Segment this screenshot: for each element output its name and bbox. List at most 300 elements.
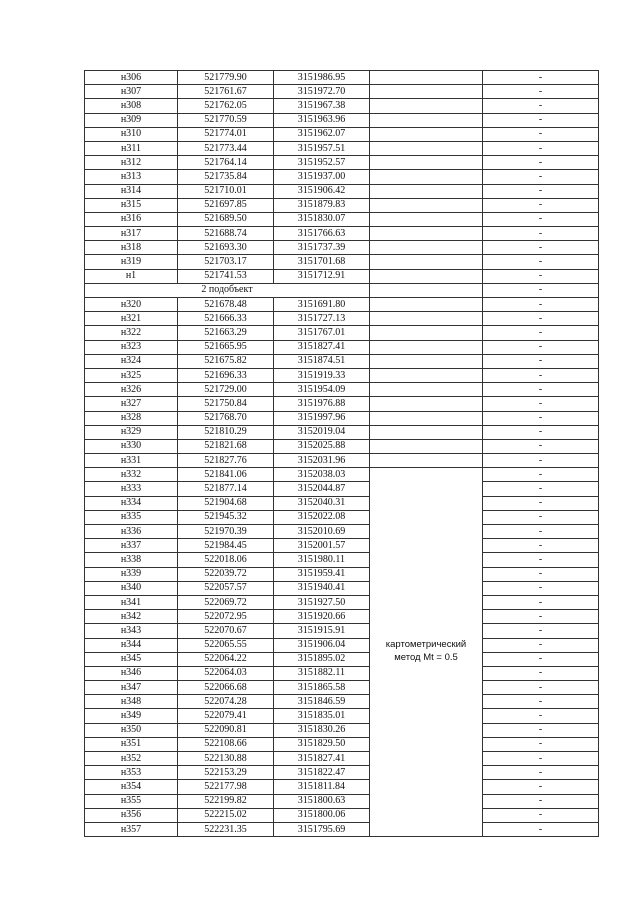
table-row bbox=[85, 496, 599, 510]
y-coordinate-cell: 3151879.83 bbox=[274, 198, 370, 212]
table-row bbox=[85, 184, 599, 198]
table-row bbox=[85, 766, 599, 780]
y-coordinate-cell: 3152025.88 bbox=[274, 439, 370, 453]
dash-cell: - bbox=[483, 709, 599, 723]
coordinates-table-body bbox=[85, 71, 599, 837]
y-coordinate-cell: 3151882.11 bbox=[274, 666, 370, 680]
table-row bbox=[85, 624, 599, 638]
method-empty-cell bbox=[370, 241, 483, 255]
point-name-cell: н332 bbox=[85, 468, 178, 482]
point-name-cell: н346 bbox=[85, 666, 178, 680]
point-name-cell: н331 bbox=[85, 454, 178, 468]
y-coordinate-cell: 3151691.80 bbox=[274, 298, 370, 312]
y-coordinate-cell: 3151827.41 bbox=[274, 752, 370, 766]
table-row bbox=[85, 567, 599, 581]
y-coordinate-cell: 3151874.51 bbox=[274, 354, 370, 368]
point-name-cell: н347 bbox=[85, 681, 178, 695]
y-coordinate-cell: 3152038.03 bbox=[274, 468, 370, 482]
point-name-cell: н329 bbox=[85, 425, 178, 439]
x-coordinate-cell: 521741.53 bbox=[178, 269, 274, 283]
table-row bbox=[85, 156, 599, 170]
method-empty-cell bbox=[370, 255, 483, 269]
x-coordinate-cell: 522090.81 bbox=[178, 723, 274, 737]
dash-cell: - bbox=[483, 482, 599, 496]
method-empty-cell bbox=[370, 127, 483, 141]
table-row bbox=[85, 255, 599, 269]
dash-cell: - bbox=[483, 397, 599, 411]
table-row bbox=[85, 553, 599, 567]
method-empty-cell bbox=[370, 411, 483, 425]
dash-cell: - bbox=[483, 113, 599, 127]
point-name-cell: н315 bbox=[85, 198, 178, 212]
point-name-cell: н341 bbox=[85, 595, 178, 609]
table-row bbox=[85, 99, 599, 113]
table-row bbox=[85, 198, 599, 212]
y-coordinate-cell: 3151737.39 bbox=[274, 241, 370, 255]
method-empty-cell bbox=[370, 425, 483, 439]
dash-cell: - bbox=[483, 411, 599, 425]
point-name-cell: н355 bbox=[85, 794, 178, 808]
x-coordinate-cell: 522079.41 bbox=[178, 709, 274, 723]
x-coordinate-cell: 521773.44 bbox=[178, 141, 274, 155]
dash-cell: - bbox=[483, 269, 599, 283]
y-coordinate-cell: 3151986.95 bbox=[274, 71, 370, 85]
x-coordinate-cell: 521764.14 bbox=[178, 156, 274, 170]
x-coordinate-cell: 521703.17 bbox=[178, 255, 274, 269]
table-row bbox=[85, 695, 599, 709]
table-row bbox=[85, 794, 599, 808]
dash-cell: - bbox=[483, 681, 599, 695]
y-coordinate-cell: 3152040.31 bbox=[274, 496, 370, 510]
table-row bbox=[85, 652, 599, 666]
point-name-cell: н317 bbox=[85, 227, 178, 241]
y-coordinate-cell: 3152031.96 bbox=[274, 454, 370, 468]
table-row bbox=[85, 468, 599, 482]
y-coordinate-cell: 3151976.88 bbox=[274, 397, 370, 411]
dash-cell: - bbox=[483, 581, 599, 595]
x-coordinate-cell: 521665.95 bbox=[178, 340, 274, 354]
y-coordinate-cell: 3152001.57 bbox=[274, 539, 370, 553]
y-coordinate-cell: 3151980.11 bbox=[274, 553, 370, 567]
method-empty-cell bbox=[370, 170, 483, 184]
point-name-cell: н338 bbox=[85, 553, 178, 567]
point-name-cell: н335 bbox=[85, 510, 178, 524]
point-name-cell: н325 bbox=[85, 368, 178, 382]
dash-cell: - bbox=[483, 368, 599, 382]
y-coordinate-cell: 3151962.07 bbox=[274, 127, 370, 141]
dash-cell: - bbox=[483, 184, 599, 198]
x-coordinate-cell: 521729.00 bbox=[178, 383, 274, 397]
table-row bbox=[85, 170, 599, 184]
table-row bbox=[85, 113, 599, 127]
table-row bbox=[85, 709, 599, 723]
table-row bbox=[85, 227, 599, 241]
x-coordinate-cell: 522130.88 bbox=[178, 752, 274, 766]
dash-cell: - bbox=[483, 439, 599, 453]
dash-cell: - bbox=[483, 141, 599, 155]
subobject-label: 2 подобъект bbox=[85, 283, 370, 297]
dash-cell: - bbox=[483, 241, 599, 255]
dash-cell: - bbox=[483, 383, 599, 397]
method-empty-cell bbox=[370, 397, 483, 411]
method-empty-cell bbox=[370, 439, 483, 453]
point-name-cell: н319 bbox=[85, 255, 178, 269]
dash-cell: - bbox=[483, 255, 599, 269]
x-coordinate-cell: 521945.32 bbox=[178, 510, 274, 524]
y-coordinate-cell: 3152019.04 bbox=[274, 425, 370, 439]
point-name-cell: н357 bbox=[85, 822, 178, 836]
y-coordinate-cell: 3151811.84 bbox=[274, 780, 370, 794]
y-coordinate-cell: 3151767.01 bbox=[274, 326, 370, 340]
x-coordinate-cell: 521689.50 bbox=[178, 212, 274, 226]
y-coordinate-cell: 3151997.96 bbox=[274, 411, 370, 425]
point-name-cell: н324 bbox=[85, 354, 178, 368]
dash-cell: - bbox=[483, 723, 599, 737]
point-name-cell: н339 bbox=[85, 567, 178, 581]
table-row bbox=[85, 326, 599, 340]
y-coordinate-cell: 3151800.06 bbox=[274, 808, 370, 822]
coordinates-table bbox=[84, 70, 599, 837]
method-empty-cell bbox=[370, 312, 483, 326]
x-coordinate-cell: 522066.68 bbox=[178, 681, 274, 695]
x-coordinate-cell: 521678.48 bbox=[178, 298, 274, 312]
method-empty-cell bbox=[370, 326, 483, 340]
table-row bbox=[85, 610, 599, 624]
table-row bbox=[85, 752, 599, 766]
dash-cell: - bbox=[483, 510, 599, 524]
y-coordinate-cell: 3151972.70 bbox=[274, 85, 370, 99]
dash-cell: - bbox=[483, 198, 599, 212]
table-row bbox=[85, 383, 599, 397]
table-row bbox=[85, 85, 599, 99]
dash-cell: - bbox=[483, 298, 599, 312]
dash-cell: - bbox=[483, 312, 599, 326]
point-name-cell: н320 bbox=[85, 298, 178, 312]
subobject-row bbox=[85, 283, 599, 297]
table-row bbox=[85, 411, 599, 425]
x-coordinate-cell: 522215.02 bbox=[178, 808, 274, 822]
method-empty-cell bbox=[370, 212, 483, 226]
method-empty-cell bbox=[370, 340, 483, 354]
dash-cell: - bbox=[483, 326, 599, 340]
x-coordinate-cell: 521841.06 bbox=[178, 468, 274, 482]
x-coordinate-cell: 521774.01 bbox=[178, 127, 274, 141]
method-empty-cell bbox=[370, 354, 483, 368]
x-coordinate-cell: 522018.06 bbox=[178, 553, 274, 567]
y-coordinate-cell: 3151920.66 bbox=[274, 610, 370, 624]
x-coordinate-cell: 521688.74 bbox=[178, 227, 274, 241]
table-row bbox=[85, 241, 599, 255]
x-coordinate-cell: 521693.30 bbox=[178, 241, 274, 255]
y-coordinate-cell: 3151846.59 bbox=[274, 695, 370, 709]
y-coordinate-cell: 3151940.41 bbox=[274, 581, 370, 595]
table-row bbox=[85, 368, 599, 382]
dash-cell: - bbox=[483, 340, 599, 354]
dash-cell: - bbox=[483, 553, 599, 567]
x-coordinate-cell: 522074.28 bbox=[178, 695, 274, 709]
x-coordinate-cell: 521904.68 bbox=[178, 496, 274, 510]
x-coordinate-cell: 522199.82 bbox=[178, 794, 274, 808]
y-coordinate-cell: 3151952.57 bbox=[274, 156, 370, 170]
method-empty-cell bbox=[370, 298, 483, 312]
x-coordinate-cell: 522177.98 bbox=[178, 780, 274, 794]
y-coordinate-cell: 3151795.69 bbox=[274, 822, 370, 836]
point-name-cell: н322 bbox=[85, 326, 178, 340]
table-row bbox=[85, 454, 599, 468]
x-coordinate-cell: 521710.01 bbox=[178, 184, 274, 198]
dash-cell: - bbox=[483, 525, 599, 539]
x-coordinate-cell: 521779.90 bbox=[178, 71, 274, 85]
point-name-cell: н351 bbox=[85, 737, 178, 751]
y-coordinate-cell: 3151895.02 bbox=[274, 652, 370, 666]
y-coordinate-cell: 3151829.50 bbox=[274, 737, 370, 751]
table-row bbox=[85, 681, 599, 695]
table-row bbox=[85, 340, 599, 354]
method-empty-cell bbox=[370, 156, 483, 170]
method-empty-cell bbox=[370, 283, 483, 297]
point-name-cell: н353 bbox=[85, 766, 178, 780]
point-name-cell: н337 bbox=[85, 539, 178, 553]
dash-cell: - bbox=[483, 85, 599, 99]
point-name-cell: н309 bbox=[85, 113, 178, 127]
method-empty-cell bbox=[370, 71, 483, 85]
y-coordinate-cell: 3151954.09 bbox=[274, 383, 370, 397]
point-name-cell: н312 bbox=[85, 156, 178, 170]
x-coordinate-cell: 521697.85 bbox=[178, 198, 274, 212]
x-coordinate-cell: 522039.72 bbox=[178, 567, 274, 581]
x-coordinate-cell: 522070.67 bbox=[178, 624, 274, 638]
point-name-cell: н326 bbox=[85, 383, 178, 397]
y-coordinate-cell: 3151915.91 bbox=[274, 624, 370, 638]
point-name-cell: н336 bbox=[85, 525, 178, 539]
dash-cell: - bbox=[483, 496, 599, 510]
method-empty-cell bbox=[370, 269, 483, 283]
y-coordinate-cell: 3151766.63 bbox=[274, 227, 370, 241]
x-coordinate-cell: 521696.33 bbox=[178, 368, 274, 382]
dash-cell: - bbox=[483, 766, 599, 780]
y-coordinate-cell: 3152022.08 bbox=[274, 510, 370, 524]
point-name-cell: н307 bbox=[85, 85, 178, 99]
method-empty-cell bbox=[370, 227, 483, 241]
point-name-cell: н318 bbox=[85, 241, 178, 255]
table-row bbox=[85, 737, 599, 751]
point-name-cell: н310 bbox=[85, 127, 178, 141]
dash-cell: - bbox=[483, 595, 599, 609]
table-row bbox=[85, 525, 599, 539]
point-name-cell: н345 bbox=[85, 652, 178, 666]
method-empty-cell bbox=[370, 99, 483, 113]
y-coordinate-cell: 3151906.42 bbox=[274, 184, 370, 198]
dash-cell: - bbox=[483, 752, 599, 766]
method-cell bbox=[370, 468, 483, 837]
dash-cell: - bbox=[483, 99, 599, 113]
x-coordinate-cell: 521877.14 bbox=[178, 482, 274, 496]
dash-cell: - bbox=[483, 283, 599, 297]
y-coordinate-cell: 3152010.69 bbox=[274, 525, 370, 539]
y-coordinate-cell: 3151835.01 bbox=[274, 709, 370, 723]
y-coordinate-cell: 3151827.41 bbox=[274, 340, 370, 354]
x-coordinate-cell: 522108.66 bbox=[178, 737, 274, 751]
point-name-cell: н342 bbox=[85, 610, 178, 624]
point-name-cell: н1 bbox=[85, 269, 178, 283]
point-name-cell: н333 bbox=[85, 482, 178, 496]
table-row bbox=[85, 212, 599, 226]
dash-cell: - bbox=[483, 227, 599, 241]
point-name-cell: н343 bbox=[85, 624, 178, 638]
method-name: картометрический bbox=[385, 639, 467, 651]
point-name-cell: н334 bbox=[85, 496, 178, 510]
x-coordinate-cell: 522064.03 bbox=[178, 666, 274, 680]
y-coordinate-cell: 3151957.51 bbox=[274, 141, 370, 155]
table-row bbox=[85, 482, 599, 496]
point-name-cell: н348 bbox=[85, 695, 178, 709]
table-row bbox=[85, 723, 599, 737]
point-name-cell: н308 bbox=[85, 99, 178, 113]
dash-cell: - bbox=[483, 567, 599, 581]
dash-cell: - bbox=[483, 454, 599, 468]
x-coordinate-cell: 521770.59 bbox=[178, 113, 274, 127]
table-row bbox=[85, 510, 599, 524]
table-row bbox=[85, 581, 599, 595]
point-name-cell: н349 bbox=[85, 709, 178, 723]
point-name-cell: н311 bbox=[85, 141, 178, 155]
y-coordinate-cell: 3151701.68 bbox=[274, 255, 370, 269]
point-name-cell: н356 bbox=[85, 808, 178, 822]
point-name-cell: н323 bbox=[85, 340, 178, 354]
dash-cell: - bbox=[483, 666, 599, 680]
table-row bbox=[85, 666, 599, 680]
point-name-cell: н316 bbox=[85, 212, 178, 226]
dash-cell: - bbox=[483, 156, 599, 170]
x-coordinate-cell: 522057.57 bbox=[178, 581, 274, 595]
table-row bbox=[85, 638, 599, 652]
dash-cell: - bbox=[483, 808, 599, 822]
table-row bbox=[85, 298, 599, 312]
method-empty-cell bbox=[370, 454, 483, 468]
x-coordinate-cell: 521761.67 bbox=[178, 85, 274, 99]
dash-cell: - bbox=[483, 468, 599, 482]
method-accuracy: метод Mt = 0.5 bbox=[394, 652, 458, 664]
y-coordinate-cell: 3151830.07 bbox=[274, 212, 370, 226]
dash-cell: - bbox=[483, 737, 599, 751]
point-name-cell: н314 bbox=[85, 184, 178, 198]
x-coordinate-cell: 521666.33 bbox=[178, 312, 274, 326]
x-coordinate-cell: 522069.72 bbox=[178, 595, 274, 609]
method-empty-cell bbox=[370, 141, 483, 155]
table-row bbox=[85, 539, 599, 553]
x-coordinate-cell: 521821.68 bbox=[178, 439, 274, 453]
y-coordinate-cell: 3151967.38 bbox=[274, 99, 370, 113]
x-coordinate-cell: 521810.29 bbox=[178, 425, 274, 439]
x-coordinate-cell: 522153.29 bbox=[178, 766, 274, 780]
dash-cell: - bbox=[483, 425, 599, 439]
y-coordinate-cell: 3151712.91 bbox=[274, 269, 370, 283]
table-row bbox=[85, 822, 599, 836]
y-coordinate-cell: 3151865.58 bbox=[274, 681, 370, 695]
x-coordinate-cell: 522072.95 bbox=[178, 610, 274, 624]
x-coordinate-cell: 521750.84 bbox=[178, 397, 274, 411]
method-empty-cell bbox=[370, 198, 483, 212]
dash-cell: - bbox=[483, 624, 599, 638]
y-coordinate-cell: 3151906.04 bbox=[274, 638, 370, 652]
x-coordinate-cell: 521970.39 bbox=[178, 525, 274, 539]
dash-cell: - bbox=[483, 127, 599, 141]
point-name-cell: н344 bbox=[85, 638, 178, 652]
table-row bbox=[85, 397, 599, 411]
dash-cell: - bbox=[483, 170, 599, 184]
table-row bbox=[85, 312, 599, 326]
x-coordinate-cell: 521768.70 bbox=[178, 411, 274, 425]
dash-cell: - bbox=[483, 780, 599, 794]
dash-cell: - bbox=[483, 354, 599, 368]
x-coordinate-cell: 521735.84 bbox=[178, 170, 274, 184]
point-name-cell: н330 bbox=[85, 439, 178, 453]
point-name-cell: н340 bbox=[85, 581, 178, 595]
x-coordinate-cell: 521762.05 bbox=[178, 99, 274, 113]
point-name-cell: н321 bbox=[85, 312, 178, 326]
dash-cell: - bbox=[483, 638, 599, 652]
dash-cell: - bbox=[483, 794, 599, 808]
point-name-cell: н350 bbox=[85, 723, 178, 737]
table-row bbox=[85, 141, 599, 155]
table-row bbox=[85, 439, 599, 453]
dash-cell: - bbox=[483, 610, 599, 624]
table-row bbox=[85, 808, 599, 822]
y-coordinate-cell: 3151963.96 bbox=[274, 113, 370, 127]
x-coordinate-cell: 521984.45 bbox=[178, 539, 274, 553]
point-name-cell: н313 bbox=[85, 170, 178, 184]
x-coordinate-cell: 522231.35 bbox=[178, 822, 274, 836]
table-row bbox=[85, 127, 599, 141]
table-row bbox=[85, 425, 599, 439]
method-empty-cell bbox=[370, 184, 483, 198]
table-row bbox=[85, 269, 599, 283]
y-coordinate-cell: 3151727.13 bbox=[274, 312, 370, 326]
point-name-cell: н306 bbox=[85, 71, 178, 85]
table-row bbox=[85, 71, 599, 85]
x-coordinate-cell: 521827.76 bbox=[178, 454, 274, 468]
dash-cell: - bbox=[483, 71, 599, 85]
table-row bbox=[85, 354, 599, 368]
dash-cell: - bbox=[483, 652, 599, 666]
y-coordinate-cell: 3151927.50 bbox=[274, 595, 370, 609]
method-empty-cell bbox=[370, 368, 483, 382]
dash-cell: - bbox=[483, 539, 599, 553]
method-empty-cell bbox=[370, 383, 483, 397]
y-coordinate-cell: 3151800.63 bbox=[274, 794, 370, 808]
point-name-cell: н354 bbox=[85, 780, 178, 794]
x-coordinate-cell: 521663.29 bbox=[178, 326, 274, 340]
method-empty-cell bbox=[370, 113, 483, 127]
y-coordinate-cell: 3151959.41 bbox=[274, 567, 370, 581]
method-empty-cell bbox=[370, 85, 483, 99]
point-name-cell: н352 bbox=[85, 752, 178, 766]
y-coordinate-cell: 3151937.00 bbox=[274, 170, 370, 184]
y-coordinate-cell: 3152044.87 bbox=[274, 482, 370, 496]
dash-cell: - bbox=[483, 695, 599, 709]
x-coordinate-cell: 522065.55 bbox=[178, 638, 274, 652]
y-coordinate-cell: 3151830.26 bbox=[274, 723, 370, 737]
table-row bbox=[85, 595, 599, 609]
point-name-cell: н327 bbox=[85, 397, 178, 411]
table-row bbox=[85, 780, 599, 794]
y-coordinate-cell: 3151919.33 bbox=[274, 368, 370, 382]
y-coordinate-cell: 3151822.47 bbox=[274, 766, 370, 780]
x-coordinate-cell: 522064.22 bbox=[178, 652, 274, 666]
dash-cell: - bbox=[483, 822, 599, 836]
dash-cell: - bbox=[483, 212, 599, 226]
point-name-cell: н328 bbox=[85, 411, 178, 425]
